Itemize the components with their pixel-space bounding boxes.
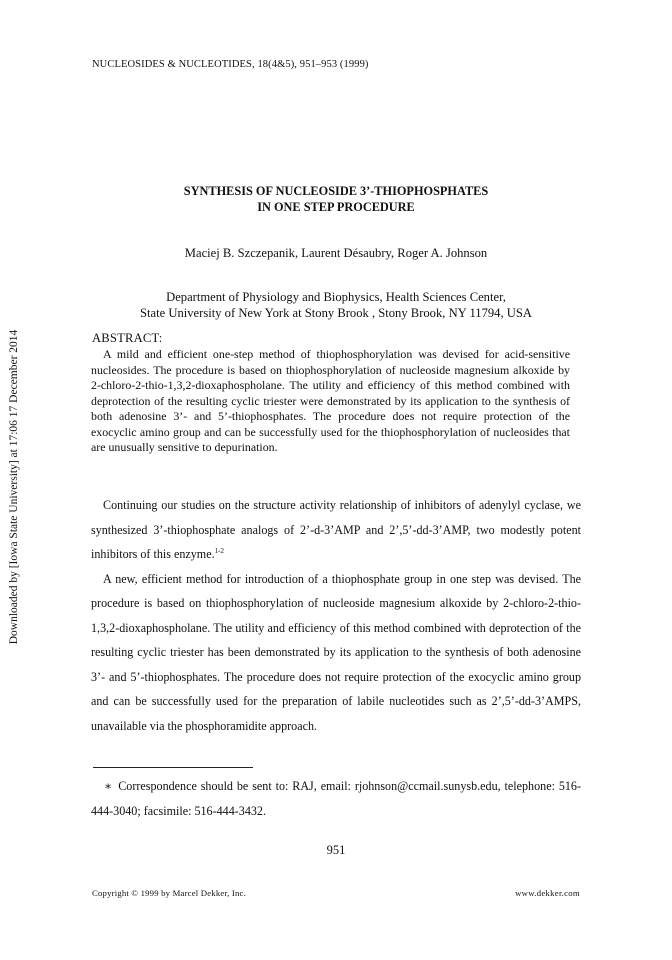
- footnote-text: Correspondence should be sent to: RAJ, email: rjohnson@ccmail.sunysb.edu, telephone: 516-444-3040; facsimile: 516-444-3432.: [91, 779, 581, 818]
- affiliation-line-2: State University of New York at Stony Brook , Stony Brook, NY 11794, USA: [140, 306, 532, 320]
- body-paragraph-2: A new, efficient method for introduction of a thiophosphate group in one step was devised. The procedure is based on thiophosphorylation of nucleoside magnesium alkoxide by 2-chloro-2-thio-1,3,2-dioxaphospholane. The utility and efficiency of this method combined with deprotection of the resulting cyclic triester has been demonstrated by its application to the synthesis of both adenosine 3’- and 5’-thiophosphates. The procedure does not require protection of the exocyclic amino group and can be successfully used for the preparation of labile nucleotides such as 2’,5’-dd-3’AMPS, unavailable via the phosphoramidite approach.: [91, 571, 581, 733]
- download-watermark-text: Downloaded by [Iowa State University] at 17:06 17 December 2014: [8, 329, 20, 645]
- body-text: [91, 493, 581, 738]
- footnote-divider: [93, 767, 253, 768]
- paper-title-line-2: IN ONE STEP PROCEDURE: [257, 200, 415, 214]
- affiliation-line-1: Department of Physiology and Biophysics, Health Sciences Center,: [166, 290, 506, 304]
- abstract-text: A mild and efficient one-step method of thiophosphorylation was devised for acid-sensitive nucleosides. The procedure is based on thiophosphorylation of nucleoside magnesium alkoxide by 2-chloro-2-thio-1,3,2-dioxaphospholane. The utility and efficiency of this method combined with deprotection of the resulting cyclic triester were demonstrated by its application to the synthesis of both adenosine 3’- and 5’-thiophosphates. The procedure does not require protection of the exocyclic amino group and can be successfully used for the thiophosphorylation of nucleosides that are unusually sensitive to depurination.: [91, 347, 570, 454]
- publisher-website: www.dekker.com: [515, 888, 580, 898]
- copyright-notice: Copyright © 1999 by Marcel Dekker, Inc.: [92, 888, 246, 898]
- author-list: Maciej B. Szczepanik, Laurent Désaubry, Roger A. Johnson: [184, 246, 488, 260]
- paper-title-line-1: SYNTHESIS OF NUCLEOSIDE 3’-THIOPHOSPHATES: [183, 184, 489, 198]
- journal-header: NUCLEOSIDES & NUCLEOTIDES, 18(4&5), 951–953 (1999): [92, 59, 369, 70]
- body-paragraph-1: [91, 493, 581, 567]
- footnote-marker: ∗: [104, 779, 113, 793]
- footnote: [91, 774, 581, 823]
- page-number: 951: [326, 843, 346, 857]
- body-paragraph-1-text: Continuing our studies on the structure activity relationship of inhibitors of adenylyl cyclase, we synthesized 3’-thiophosphate analogs of 2’-d-3’AMP and 2’,5’-dd-3’AMP, two modestly potent inhibitors of this enzyme.: [91, 498, 581, 561]
- abstract-heading: ABSTRACT:: [92, 331, 163, 345]
- citation-ref: 1-2: [214, 547, 224, 555]
- download-watermark: [4, 297, 24, 677]
